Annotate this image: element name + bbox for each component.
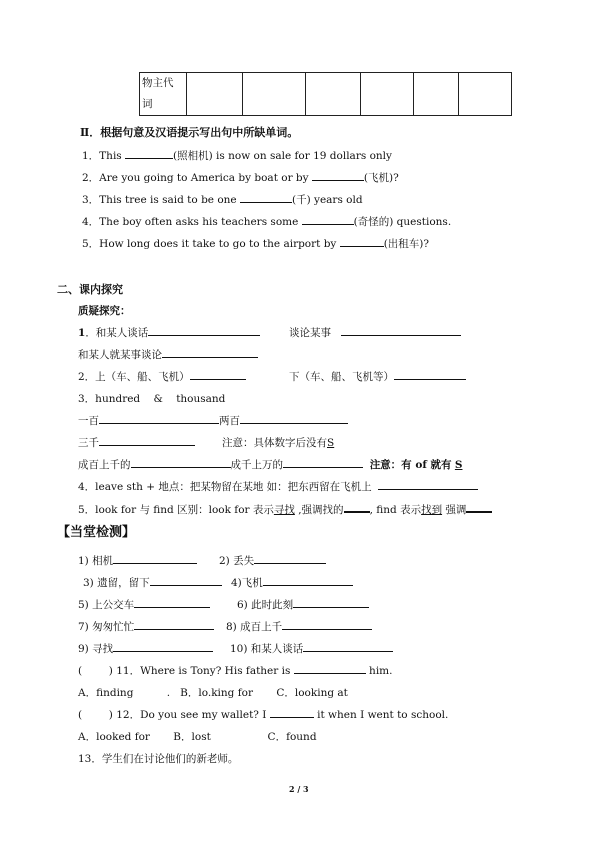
item-text: 谈论某事 xyxy=(289,327,331,339)
item-number: 1 xyxy=(78,327,86,339)
answer-blank[interactable] xyxy=(312,170,364,181)
item-text: 7) 匆匆忙忙 xyxy=(78,621,135,633)
explore-line-1 xyxy=(78,325,260,340)
table-cell xyxy=(187,73,243,116)
answer-blank[interactable] xyxy=(344,501,370,513)
answer-blank[interactable] xyxy=(394,369,466,380)
item-text: 成千上万的 xyxy=(230,459,283,471)
explore-line-5b xyxy=(222,435,334,450)
test-heading: 【当堂检测】 xyxy=(57,525,136,540)
answer-blank[interactable] xyxy=(162,347,258,358)
item-hint: (照相机) is now on sale for 19 dollars only xyxy=(173,150,392,162)
part2-item-4 xyxy=(82,214,451,229)
item-text: 强调 xyxy=(442,504,467,516)
item-hint: (飞机)? xyxy=(363,172,399,184)
answer-blank[interactable] xyxy=(131,457,231,468)
question-12 xyxy=(78,707,448,722)
table-cell xyxy=(361,73,414,116)
item-text: 6) 此时此刻 xyxy=(237,599,294,611)
item-text: 10) 和某人谈话 xyxy=(230,643,304,655)
part2-item-2 xyxy=(82,170,399,185)
answer-blank[interactable] xyxy=(150,575,222,586)
answer-blank[interactable] xyxy=(240,192,292,203)
table-header-line-1: 物主代 xyxy=(142,77,174,89)
explore-line-5 xyxy=(78,435,195,450)
item-text: 三千 xyxy=(78,437,99,449)
item-text: 5) 上公交车 xyxy=(78,599,135,611)
answer-blank[interactable] xyxy=(282,619,372,630)
part2-heading: Ⅱ．根据句意及汉语提示写出句中所缺单词。 xyxy=(80,126,299,139)
test-row-2a xyxy=(83,575,222,590)
item-text: 4)飞机 xyxy=(231,577,263,589)
item-text: , find 表示 xyxy=(369,504,422,516)
item-text: 2．上（车、船、飞机） xyxy=(78,371,190,383)
question-text: it when I went to school. xyxy=(313,709,449,721)
answer-blank[interactable] xyxy=(263,575,353,586)
table-cell xyxy=(243,73,306,116)
note-text: 注意：有 of 就有 xyxy=(369,459,452,471)
note-text: 注意：具体数字后没有 xyxy=(222,437,327,449)
test-row-5a xyxy=(78,641,213,656)
answer-blank[interactable] xyxy=(190,369,246,380)
section2-heading: 二、课内探究 xyxy=(57,283,123,296)
item-text: ．和某人谈话 xyxy=(85,327,149,339)
pronoun-table xyxy=(139,72,512,116)
test-row-4b xyxy=(226,619,372,634)
table-header-line-2: 词 xyxy=(142,98,153,110)
item-hint: (奇怪的) questions. xyxy=(353,216,452,228)
item-text: 2．Are you going to America by boat or by xyxy=(82,172,312,184)
item-text: 成百上千的 xyxy=(78,459,131,471)
answer-blank[interactable] xyxy=(378,479,478,490)
test-row-4a xyxy=(78,619,214,634)
question-11-options: A．finding . B．lo.king for C．looking at xyxy=(78,687,348,699)
test-row-2b xyxy=(231,575,353,590)
table-cell xyxy=(306,73,361,116)
answer-blank[interactable] xyxy=(148,325,260,336)
question-text: him. xyxy=(365,665,393,677)
answer-blank[interactable] xyxy=(341,325,461,336)
note-s: S xyxy=(454,459,463,471)
item-text: 4．The boy often asks his teachers some xyxy=(82,216,302,228)
item-text: 和某人就某事谈论 xyxy=(78,349,162,361)
question-text: ( ) 11．Where is Tony? His father is xyxy=(78,665,291,677)
table-header-cell xyxy=(140,73,187,116)
page-number: 2 / 3 xyxy=(289,784,309,794)
explore-line-2 xyxy=(78,369,246,384)
test-row-1a xyxy=(78,553,197,568)
item-hint: (千) years old xyxy=(291,194,363,206)
question-13: 13．学生们在讨论他们的新老师。 xyxy=(78,753,239,765)
answer-blank[interactable] xyxy=(134,597,210,608)
question-text: ( ) 12．Do you see my wallet? I xyxy=(78,709,267,721)
item-text: 两百 xyxy=(219,415,240,427)
underlined-word: 寻找 xyxy=(273,504,295,516)
answer-blank[interactable] xyxy=(302,214,354,225)
item-hint: (出租车)? xyxy=(383,238,430,250)
item-text: 1) 相机 xyxy=(78,555,114,567)
part2-item-5 xyxy=(82,236,429,251)
answer-blank[interactable] xyxy=(294,663,366,674)
question-11 xyxy=(78,663,392,678)
answer-blank[interactable] xyxy=(240,413,348,424)
answer-blank[interactable] xyxy=(113,641,213,652)
answer-blank[interactable] xyxy=(113,553,197,564)
explore-line-1c xyxy=(78,347,258,362)
explore-line-1b xyxy=(289,325,461,340)
note-s: S xyxy=(327,437,335,449)
test-row-3b xyxy=(237,597,369,612)
explore-line-2b xyxy=(289,369,466,384)
item-text: 3．This tree is said to be one xyxy=(82,194,240,206)
answer-blank[interactable] xyxy=(134,619,214,630)
answer-blank[interactable] xyxy=(340,236,384,247)
explore-line-6 xyxy=(78,457,462,472)
test-row-1b xyxy=(219,553,326,568)
answer-blank[interactable] xyxy=(303,641,393,652)
item-text: 1．This xyxy=(82,150,126,162)
section2-subheading: 质疑探究： xyxy=(78,305,131,317)
table-cell xyxy=(414,73,459,116)
explore-line-7 xyxy=(78,479,478,494)
part2-item-1 xyxy=(82,148,392,163)
answer-blank[interactable] xyxy=(466,501,492,513)
test-row-3a xyxy=(78,597,210,612)
answer-blank[interactable] xyxy=(283,457,363,468)
item-text: 5．look for 与 find 区别：look for 表示 xyxy=(78,504,274,516)
explore-line-4 xyxy=(78,413,348,428)
answer-blank[interactable] xyxy=(293,597,369,608)
item-text: 一百 xyxy=(78,415,99,427)
part2-item-3 xyxy=(82,192,363,207)
question-12-options: A．looked for B．lost C．found xyxy=(78,731,317,743)
answer-blank[interactable] xyxy=(254,553,326,564)
item-text: 5．How long does it take to go to the airport by xyxy=(82,238,340,250)
answer-blank[interactable] xyxy=(270,707,314,718)
item-text: 9) 寻找 xyxy=(78,643,114,655)
item-text: 3) 遗留，留下 xyxy=(83,577,150,589)
explore-line-3: 3．hundred & thousand xyxy=(78,393,226,405)
item-text: 8) 成百上千 xyxy=(226,621,283,633)
table-cell xyxy=(459,73,512,116)
test-row-5b xyxy=(230,641,393,656)
answer-blank[interactable] xyxy=(99,435,195,446)
answer-blank[interactable] xyxy=(125,148,173,159)
explore-line-8 xyxy=(78,501,492,517)
item-text: 下（车、船、飞机等） xyxy=(289,371,394,383)
item-text: 4．leave sth + 地点：把某物留在某地 如：把东西留在飞机上 xyxy=(78,481,372,493)
item-text: 2) 丢失 xyxy=(219,555,255,567)
underlined-word: 找到 xyxy=(421,504,443,516)
answer-blank[interactable] xyxy=(99,413,219,424)
item-text: ,强调找的 xyxy=(294,504,344,516)
